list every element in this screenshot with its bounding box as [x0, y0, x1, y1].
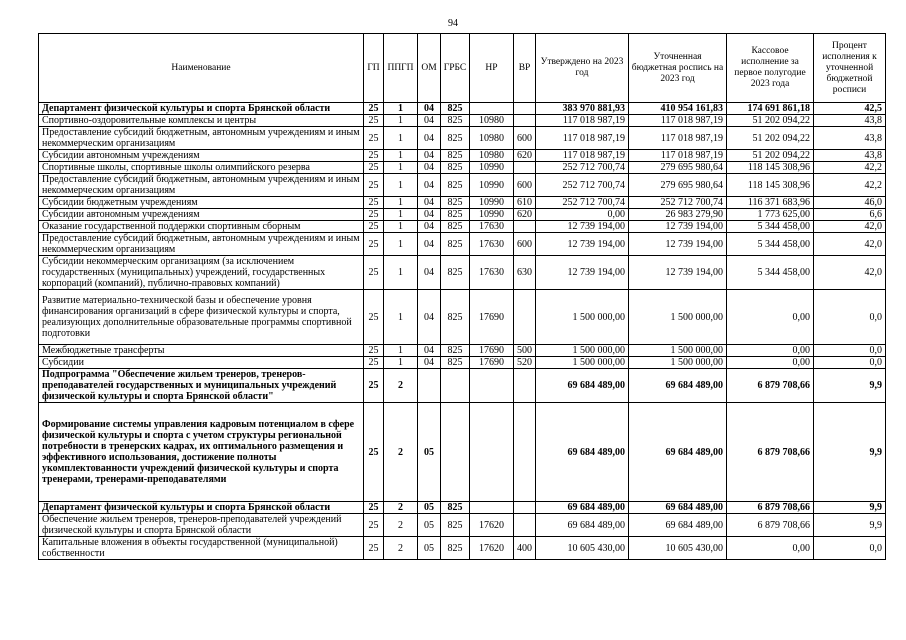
cell-vr: 600: [514, 233, 536, 256]
header-om: ОМ: [418, 34, 441, 103]
cell-approved: 12 739 194,00: [536, 233, 629, 256]
cell-grbs: 825: [441, 502, 470, 514]
cell-om: 05: [418, 403, 441, 502]
cell-vr: 500: [514, 345, 536, 357]
cell-ppgp: 1: [384, 256, 418, 290]
table-row: [39, 233, 886, 256]
cell-approved: 0,00: [536, 209, 629, 221]
cell-om: 04: [418, 290, 441, 345]
cell-percent: 42,5: [814, 103, 886, 115]
cell-name: Субсидии некоммерческим организациям (за исключением государственных (муниципальных) учреждений, государственных корпораций (компаний), публично-правовых компаний): [39, 256, 364, 290]
cell-nr: 17620: [470, 514, 514, 537]
cell-gp: 25: [364, 502, 384, 514]
cell-approved: 69 684 489,00: [536, 369, 629, 403]
cell-approved: 117 018 987,19: [536, 127, 629, 150]
cell-grbs: [441, 369, 470, 403]
table-row: [39, 345, 886, 357]
cell-ppgp: 2: [384, 514, 418, 537]
cell-nr: 17630: [470, 256, 514, 290]
cell-refined: 26 983 279,90: [629, 209, 727, 221]
cell-nr: 10980: [470, 150, 514, 162]
cell-grbs: 825: [441, 256, 470, 290]
cell-name: Предоставление субсидий бюджетным, автономным учреждениям и иным некоммерческим организациям: [39, 174, 364, 197]
cell-refined: 12 739 194,00: [629, 256, 727, 290]
cell-grbs: 825: [441, 290, 470, 345]
cell-nr: 10990: [470, 197, 514, 209]
cell-om: 05: [418, 537, 441, 560]
cell-vr: [514, 502, 536, 514]
cell-ppgp: 1: [384, 357, 418, 369]
cell-approved: 252 712 700,74: [536, 162, 629, 174]
cell-percent: 42,0: [814, 256, 886, 290]
cell-om: [418, 369, 441, 403]
cell-cash: 6 879 708,66: [727, 514, 814, 537]
cell-grbs: 825: [441, 357, 470, 369]
cell-cash: 5 344 458,00: [727, 233, 814, 256]
cell-gp: 25: [364, 290, 384, 345]
cell-vr: 600: [514, 174, 536, 197]
cell-ppgp: 1: [384, 150, 418, 162]
cell-name: Развитие материально-технической базы и обеспечение уровня финансирования организаций в сфере физической культуры и спорта, реализующих дополнительные образовательные программы спортивной подготовки: [39, 290, 364, 345]
cell-cash: 51 202 094,22: [727, 150, 814, 162]
cell-ppgp: 1: [384, 162, 418, 174]
cell-name: Капитальные вложения в объекты государственной (муниципальной) собственности: [39, 537, 364, 560]
cell-grbs: 825: [441, 197, 470, 209]
table-row: [39, 403, 886, 502]
cell-gp: 25: [364, 115, 384, 127]
header-refined: Уточненная бюджетная роспись на 2023 год: [629, 34, 727, 103]
cell-cash: 5 344 458,00: [727, 256, 814, 290]
cell-grbs: 825: [441, 174, 470, 197]
cell-ppgp: 1: [384, 103, 418, 115]
cell-percent: 9,9: [814, 502, 886, 514]
cell-om: 04: [418, 345, 441, 357]
cell-approved: 12 739 194,00: [536, 256, 629, 290]
cell-percent: 0,0: [814, 357, 886, 369]
cell-om: 04: [418, 162, 441, 174]
cell-grbs: 825: [441, 514, 470, 537]
cell-ppgp: 1: [384, 115, 418, 127]
cell-om: 04: [418, 115, 441, 127]
cell-ppgp: 1: [384, 221, 418, 233]
cell-name: Подпрограмма "Обеспечение жильем тренеров, тренеров-преподавателей государственных и муниципальных учреждений физической культуры и спорта Брянской области": [39, 369, 364, 403]
cell-ppgp: 1: [384, 127, 418, 150]
table-row: [39, 221, 886, 233]
cell-nr: [470, 103, 514, 115]
cell-cash: 0,00: [727, 345, 814, 357]
cell-grbs: 825: [441, 127, 470, 150]
cell-percent: 43,8: [814, 115, 886, 127]
cell-vr: 620: [514, 209, 536, 221]
cell-refined: 117 018 987,19: [629, 127, 727, 150]
cell-gp: 25: [364, 162, 384, 174]
cell-gp: 25: [364, 103, 384, 115]
cell-gp: 25: [364, 221, 384, 233]
cell-name: Субсидии автономным учреждениям: [39, 209, 364, 221]
cell-cash: 118 145 308,96: [727, 162, 814, 174]
cell-ppgp: 1: [384, 197, 418, 209]
cell-cash: 6 879 708,66: [727, 369, 814, 403]
cell-nr: 17690: [470, 357, 514, 369]
cell-nr: [470, 369, 514, 403]
cell-refined: 1 500 000,00: [629, 357, 727, 369]
cell-percent: 42,2: [814, 174, 886, 197]
cell-percent: 6,6: [814, 209, 886, 221]
cell-cash: 0,00: [727, 290, 814, 345]
cell-name: Департамент физической культуры и спорта Брянской области: [39, 103, 364, 115]
cell-grbs: 825: [441, 537, 470, 560]
cell-name: Оказание государственной поддержки спортивным сборным: [39, 221, 364, 233]
cell-refined: 69 684 489,00: [629, 502, 727, 514]
cell-vr: 610: [514, 197, 536, 209]
cell-percent: 46,0: [814, 197, 886, 209]
cell-gp: 25: [364, 150, 384, 162]
cell-refined: 12 739 194,00: [629, 221, 727, 233]
cell-om: 04: [418, 233, 441, 256]
cell-approved: 69 684 489,00: [536, 403, 629, 502]
cell-cash: 116 371 683,96: [727, 197, 814, 209]
budget-execution-table: [38, 33, 886, 560]
cell-percent: 0,0: [814, 290, 886, 345]
cell-cash: 51 202 094,22: [727, 115, 814, 127]
cell-percent: 42,0: [814, 233, 886, 256]
cell-vr: 400: [514, 537, 536, 560]
cell-name: Предоставление субсидий бюджетным, автономным учреждениям и иным некоммерческим организациям: [39, 233, 364, 256]
cell-refined: 12 739 194,00: [629, 233, 727, 256]
cell-grbs: [441, 403, 470, 502]
cell-ppgp: 2: [384, 502, 418, 514]
header-nr: НР: [470, 34, 514, 103]
cell-grbs: 825: [441, 233, 470, 256]
table-row: [39, 103, 886, 115]
cell-vr: 620: [514, 150, 536, 162]
table-row: [39, 290, 886, 345]
cell-name: Межбюджетные трансферты: [39, 345, 364, 357]
cell-percent: 0,0: [814, 537, 886, 560]
cell-om: 05: [418, 502, 441, 514]
cell-name: Субсидии бюджетным учреждениям: [39, 197, 364, 209]
cell-grbs: 825: [441, 150, 470, 162]
cell-grbs: 825: [441, 115, 470, 127]
cell-percent: 9,9: [814, 403, 886, 502]
cell-ppgp: 2: [384, 537, 418, 560]
cell-approved: 1 500 000,00: [536, 345, 629, 357]
cell-grbs: 825: [441, 345, 470, 357]
cell-gp: 25: [364, 197, 384, 209]
cell-approved: 1 500 000,00: [536, 357, 629, 369]
cell-grbs: 825: [441, 221, 470, 233]
cell-approved: 10 605 430,00: [536, 537, 629, 560]
cell-refined: 279 695 980,64: [629, 162, 727, 174]
table-row: [39, 537, 886, 560]
table-row: [39, 162, 886, 174]
cell-ppgp: 1: [384, 174, 418, 197]
cell-nr: [470, 502, 514, 514]
cell-percent: 42,0: [814, 221, 886, 233]
cell-gp: 25: [364, 514, 384, 537]
cell-nr: 10980: [470, 115, 514, 127]
cell-gp: 25: [364, 357, 384, 369]
cell-ppgp: 2: [384, 403, 418, 502]
cell-refined: 1 500 000,00: [629, 290, 727, 345]
cell-vr: [514, 290, 536, 345]
cell-om: 04: [418, 209, 441, 221]
cell-vr: [514, 403, 536, 502]
cell-gp: 25: [364, 369, 384, 403]
cell-vr: [514, 369, 536, 403]
cell-om: 04: [418, 150, 441, 162]
cell-gp: 25: [364, 403, 384, 502]
header-vr: ВР: [514, 34, 536, 103]
table-row: [39, 256, 886, 290]
cell-approved: 252 712 700,74: [536, 174, 629, 197]
cell-ppgp: 1: [384, 290, 418, 345]
header-cash: Кассовое исполнение за первое полугодие 2023 года: [727, 34, 814, 103]
cell-gp: 25: [364, 345, 384, 357]
cell-vr: [514, 115, 536, 127]
cell-name: Спортивные школы, спортивные школы олимпийского резерва: [39, 162, 364, 174]
header-name: Наименование: [39, 34, 364, 103]
cell-om: 04: [418, 221, 441, 233]
cell-nr: 17630: [470, 233, 514, 256]
cell-approved: 117 018 987,19: [536, 150, 629, 162]
cell-nr: 17690: [470, 290, 514, 345]
cell-refined: 117 018 987,19: [629, 115, 727, 127]
cell-percent: 9,9: [814, 514, 886, 537]
cell-nr: 10990: [470, 174, 514, 197]
cell-refined: 252 712 700,74: [629, 197, 727, 209]
cell-percent: 0,0: [814, 345, 886, 357]
cell-percent: 43,8: [814, 150, 886, 162]
cell-grbs: 825: [441, 162, 470, 174]
cell-refined: 279 695 980,64: [629, 174, 727, 197]
cell-name: Субсидии автономным учреждениям: [39, 150, 364, 162]
cell-cash: 118 145 308,96: [727, 174, 814, 197]
cell-refined: 10 605 430,00: [629, 537, 727, 560]
cell-percent: 43,8: [814, 127, 886, 150]
cell-om: 04: [418, 197, 441, 209]
cell-cash: 6 879 708,66: [727, 502, 814, 514]
cell-ppgp: 1: [384, 345, 418, 357]
cell-om: 04: [418, 174, 441, 197]
cell-gp: 25: [364, 537, 384, 560]
cell-nr: 10990: [470, 162, 514, 174]
table-row: [39, 209, 886, 221]
cell-grbs: 825: [441, 103, 470, 115]
cell-vr: [514, 103, 536, 115]
cell-cash: 0,00: [727, 537, 814, 560]
cell-cash: 1 773 625,00: [727, 209, 814, 221]
cell-approved: 1 500 000,00: [536, 290, 629, 345]
cell-refined: 1 500 000,00: [629, 345, 727, 357]
cell-nr: 17630: [470, 221, 514, 233]
table-row: [39, 127, 886, 150]
cell-ppgp: 1: [384, 209, 418, 221]
cell-vr: [514, 221, 536, 233]
table-row: [39, 502, 886, 514]
cell-cash: 6 879 708,66: [727, 403, 814, 502]
table-row: [39, 115, 886, 127]
table-row: [39, 150, 886, 162]
cell-om: 04: [418, 256, 441, 290]
table-row: [39, 357, 886, 369]
cell-refined: 410 954 161,83: [629, 103, 727, 115]
cell-approved: 69 684 489,00: [536, 502, 629, 514]
header-row: [39, 34, 886, 103]
cell-nr: 10990: [470, 209, 514, 221]
header-ppgp: ППГП: [384, 34, 418, 103]
cell-cash: 0,00: [727, 357, 814, 369]
cell-om: 04: [418, 357, 441, 369]
header-grbs: ГРБС: [441, 34, 470, 103]
cell-approved: 69 684 489,00: [536, 514, 629, 537]
cell-nr: [470, 403, 514, 502]
cell-nr: 10980: [470, 127, 514, 150]
cell-refined: 117 018 987,19: [629, 150, 727, 162]
cell-om: 04: [418, 103, 441, 115]
header-percent: Процент исполнения к уточненной бюджетной росписи: [814, 34, 886, 103]
table-body: [39, 103, 886, 560]
cell-approved: 12 739 194,00: [536, 221, 629, 233]
cell-name: Предоставление субсидий бюджетным, автономным учреждениям и иным некоммерческим организациям: [39, 127, 364, 150]
cell-refined: 69 684 489,00: [629, 369, 727, 403]
cell-name: Субсидии: [39, 357, 364, 369]
cell-percent: 42,2: [814, 162, 886, 174]
cell-vr: 520: [514, 357, 536, 369]
cell-ppgp: 1: [384, 233, 418, 256]
header-approved: Утверждено на 2023 год: [536, 34, 629, 103]
table-row: [39, 514, 886, 537]
table-row: [39, 369, 886, 403]
cell-om: 05: [418, 514, 441, 537]
cell-cash: 5 344 458,00: [727, 221, 814, 233]
cell-vr: [514, 162, 536, 174]
cell-gp: 25: [364, 209, 384, 221]
cell-percent: 9,9: [814, 369, 886, 403]
cell-refined: 69 684 489,00: [629, 403, 727, 502]
cell-name: Спортивно-оздоровительные комплексы и центры: [39, 115, 364, 127]
cell-grbs: 825: [441, 209, 470, 221]
page-number: 94: [448, 18, 458, 29]
cell-gp: 25: [364, 174, 384, 197]
cell-approved: 117 018 987,19: [536, 115, 629, 127]
cell-vr: 600: [514, 127, 536, 150]
cell-nr: 17690: [470, 345, 514, 357]
cell-name: Обеспечение жильем тренеров, тренеров-преподавателей учреждений физической культуры и спорта Брянской области: [39, 514, 364, 537]
cell-gp: 25: [364, 256, 384, 290]
table-row: [39, 197, 886, 209]
cell-om: 04: [418, 127, 441, 150]
cell-gp: 25: [364, 233, 384, 256]
cell-vr: [514, 514, 536, 537]
cell-nr: 17620: [470, 537, 514, 560]
cell-gp: 25: [364, 127, 384, 150]
cell-name: Формирование системы управления кадровым потенциалом в сфере физической культуры и спорта с учетом структуры региональной потребности в тренерских кадрах, их оптимального размещения и эффективного использования, достижение полноты укомплектованности учреждений физической культуры и спорта тренерами, тренерами-преподавателями: [39, 403, 364, 502]
header-gp: ГП: [364, 34, 384, 103]
cell-approved: 383 970 881,93: [536, 103, 629, 115]
cell-cash: 51 202 094,22: [727, 127, 814, 150]
cell-name: Департамент физической культуры и спорта Брянской области: [39, 502, 364, 514]
table-row: [39, 174, 886, 197]
cell-approved: 252 712 700,74: [536, 197, 629, 209]
cell-ppgp: 2: [384, 369, 418, 403]
cell-cash: 174 691 861,18: [727, 103, 814, 115]
cell-refined: 69 684 489,00: [629, 514, 727, 537]
cell-vr: 630: [514, 256, 536, 290]
